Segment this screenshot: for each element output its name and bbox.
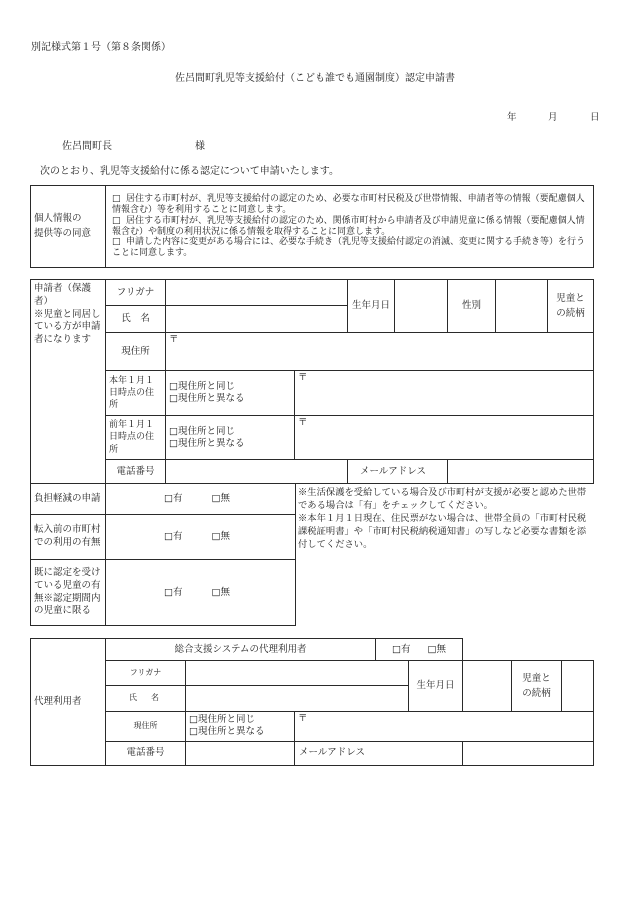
address-field[interactable] — [166, 333, 594, 371]
form-number: 別記様式第１号（第８条関係） — [31, 42, 171, 53]
consent-label-line2: 提供等の同意 — [34, 227, 92, 239]
status-options — [106, 515, 296, 560]
applicant-label: 申請者（保護者） — [34, 283, 92, 307]
proxy-phone-label: 電話番号 — [106, 741, 186, 765]
consent-item-text: 居住する市町村が、乳児等支援給付の認定のため、必要な市町村民税及び世帯情報、申請者等の情報（要配慮個人情報含む）等を利用することに同意します。 — [112, 193, 585, 215]
date-month-label: 月 — [548, 112, 558, 123]
form-title: 佐呂間町乳児等支援給付（こども誰でも通園制度）認定申請書 — [175, 73, 455, 84]
relation-label — [548, 280, 594, 333]
proxy-email-label: メールアドレス — [295, 741, 463, 765]
proxy-address-options — [186, 711, 295, 741]
consent-item[interactable] — [112, 194, 587, 216]
consent-label-line1: 個人情報の — [34, 213, 82, 225]
relation-label-line1: 児童と — [556, 292, 585, 304]
consent-table — [30, 185, 594, 268]
applicant-section-label — [31, 280, 106, 484]
address-label: 現住所 — [106, 333, 166, 371]
jan1-address-options — [166, 371, 295, 416]
same-address-checkbox[interactable]: □現住所と同じ — [169, 381, 235, 393]
same-address-checkbox[interactable]: □現住所と同じ — [189, 714, 255, 726]
status-label: 既に認定を受けている児童の有無※認定期間内の児童に限る — [31, 560, 106, 626]
status-table — [30, 483, 296, 626]
yes-checkbox[interactable]: □有 — [392, 643, 411, 655]
status-options — [106, 560, 296, 626]
relation-label-line2: の続柄 — [556, 308, 585, 319]
different-address-checkbox[interactable]: □現住所と異なる — [169, 393, 245, 404]
no-checkbox[interactable]: □無 — [211, 586, 230, 598]
furigana-label: フリガナ — [106, 280, 166, 306]
status-options — [106, 484, 296, 515]
proxy-system-options — [376, 639, 463, 661]
proxy-email-field[interactable] — [463, 741, 594, 765]
proxy-section-label: 代理利用者 — [31, 639, 106, 766]
yes-checkbox[interactable]: □有 — [164, 586, 183, 598]
no-checkbox[interactable]: □無 — [211, 493, 230, 505]
birthdate-field[interactable] — [395, 280, 448, 333]
consent-item[interactable] — [112, 216, 587, 238]
proxy-phone-field[interactable] — [186, 741, 295, 765]
proxy-birthdate-field[interactable] — [463, 661, 512, 711]
prev-jan1-address-options — [166, 416, 295, 460]
jan1-address-label: 本年１月１日時点の住所 — [106, 371, 166, 416]
checkbox-icon[interactable]: □ — [112, 237, 121, 248]
name-label: 氏 名 — [106, 306, 166, 333]
phone-label: 電話番号 — [106, 460, 166, 484]
postal-mark: 〒 — [298, 417, 308, 428]
note-item: ※本年１月１日現在、住民票がない場合は、世帯全員の「市町村民税課税証明書」や「市町村民税納税通知書」の写しなど必要な書類を添付してください。 — [298, 513, 587, 551]
proxy-birthdate-label: 生年月日 — [409, 661, 463, 711]
consent-item[interactable] — [112, 237, 587, 259]
proxy-address-field[interactable] — [295, 711, 594, 741]
date-day-label: 日 — [590, 112, 600, 123]
addressee-honorific: 様 — [195, 141, 205, 152]
consent-items — [106, 186, 594, 268]
postal-mark: 〒 — [298, 372, 308, 383]
name-field[interactable] — [166, 306, 348, 333]
applicant-table — [30, 279, 594, 484]
jan1-address-field[interactable] — [295, 371, 594, 416]
no-checkbox[interactable]: □無 — [427, 643, 447, 655]
proxy-furigana-field[interactable] — [186, 661, 409, 686]
addressee: 佐呂間町長 — [62, 141, 112, 152]
note-item: ※生活保護を受給している場合及び市町村が支援が必要と認めた世帯である場合は「有」をチェックしてください。 — [298, 487, 587, 512]
consent-item-text: 申請した内容に変更がある場合には、必要な手続き（乳児等支援給付認定の消滅、変更に関する手続き等）を行うことに同意します。 — [112, 237, 586, 259]
proxy-relation-line1: 児童と — [522, 672, 551, 684]
checkbox-icon[interactable]: □ — [112, 215, 121, 226]
proxy-name-field[interactable] — [186, 686, 409, 711]
status-label: 負担軽減の申請 — [31, 484, 106, 515]
phone-field[interactable] — [166, 460, 348, 484]
proxy-relation-field[interactable] — [562, 661, 594, 711]
furigana-field[interactable] — [166, 280, 348, 306]
different-address-checkbox[interactable]: □現住所と異なる — [189, 726, 265, 738]
postal-mark: 〒 — [169, 334, 179, 345]
sex-field[interactable] — [496, 280, 548, 333]
sex-label: 性別 — [448, 280, 496, 333]
birthdate-label: 生年月日 — [348, 280, 395, 333]
proxy-table — [30, 638, 594, 766]
consent-item-text: 居住する市町村が、乳児等支援給付の認定のため、関係市町村から申請者及び申請児童に係る情報（要配慮個人情報含む）や制度の利用状況に係る情報を取得することに同意します。 — [112, 215, 585, 237]
proxy-system-label: 総合支援システムの代理利用者 — [106, 639, 376, 661]
different-address-checkbox[interactable]: □現住所と異なる — [169, 437, 245, 449]
prev-jan1-address-field[interactable] — [295, 416, 594, 460]
proxy-relation-line2: の続柄 — [522, 687, 551, 699]
applicant-note: ※児童と同居している方が申請者になります — [34, 308, 101, 346]
proxy-address-label: 現住所 — [106, 711, 186, 741]
yes-checkbox[interactable]: □有 — [164, 493, 183, 505]
same-address-checkbox[interactable]: □現住所と同じ — [169, 425, 235, 437]
proxy-furigana-label: フリガナ — [106, 661, 186, 686]
intro-text: 次のとおり、乳児等支援給付に係る認定について申請いたします。 — [40, 166, 339, 177]
email-label: メールアドレス — [348, 460, 448, 484]
consent-label — [31, 186, 106, 268]
status-label: 転入前の市町村での利用の有無 — [31, 515, 106, 560]
yes-checkbox[interactable]: □有 — [164, 531, 183, 543]
no-checkbox[interactable]: □無 — [211, 531, 230, 543]
date-year-label: 年 — [507, 112, 517, 123]
checkbox-icon[interactable]: □ — [112, 193, 121, 204]
proxy-relation-label — [512, 661, 562, 711]
email-field[interactable] — [448, 460, 594, 484]
notes-block — [298, 486, 592, 551]
postal-mark: 〒 — [298, 712, 308, 724]
proxy-name-label: 氏 名 — [106, 686, 186, 711]
prev-jan1-address-label: 前年１月１日時点の住所 — [106, 416, 166, 460]
